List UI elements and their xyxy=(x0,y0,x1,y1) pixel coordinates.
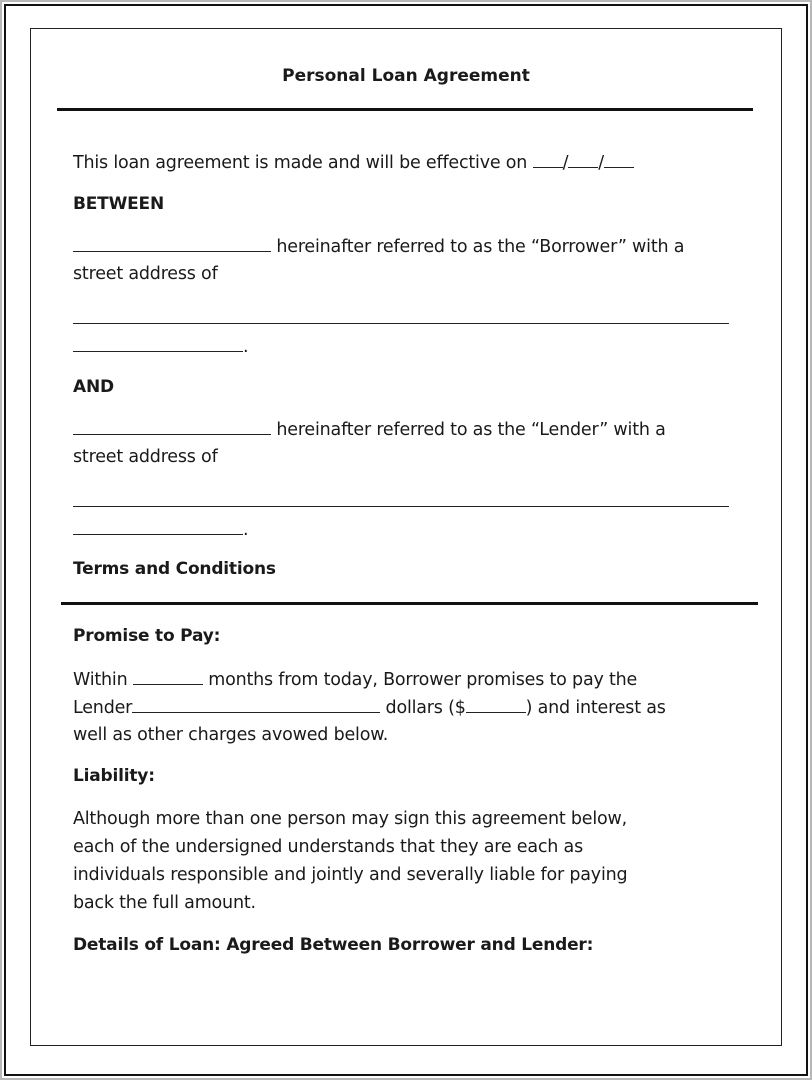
lender-line xyxy=(73,418,666,441)
liability-line: Although more than one person may sign this agreement below, xyxy=(73,809,627,829)
text: ) and interest as xyxy=(525,698,666,718)
details-heading: Details of Loan: Agreed Between Borrower and Lender: xyxy=(73,935,594,955)
months-blank[interactable] xyxy=(133,668,203,685)
period: . xyxy=(243,520,249,540)
date-year-blank[interactable] xyxy=(604,151,634,168)
borrower-text: hereinafter referred to as the “Borrower” with a xyxy=(271,237,685,257)
borrower-street-label: street address of xyxy=(73,264,218,284)
liability-line: back the full amount. xyxy=(73,893,256,913)
amount-number-blank[interactable] xyxy=(466,696,526,713)
lender-address-blank[interactable] xyxy=(73,490,729,507)
liability-line: each of the undersigned understands that they are each as xyxy=(73,837,583,857)
title-divider xyxy=(57,108,753,111)
liability-heading: Liability: xyxy=(73,766,155,786)
text: dollars ($ xyxy=(380,698,466,718)
lender-street-label: street address of xyxy=(73,447,218,467)
promise-line-1 xyxy=(73,668,637,691)
terms-divider xyxy=(61,602,758,605)
date-month-blank[interactable] xyxy=(533,151,563,168)
borrower-address-line-2 xyxy=(73,335,248,358)
terms-heading: Terms and Conditions xyxy=(73,559,276,579)
lender-address-line-2 xyxy=(73,518,248,541)
date-day-blank[interactable] xyxy=(568,151,598,168)
intro-line xyxy=(73,151,634,174)
text: months from today, Borrower promises to pay the xyxy=(202,670,638,690)
period: . xyxy=(243,337,249,357)
borrower-line xyxy=(73,235,684,258)
liability-line: individuals responsible and jointly and severally liable for paying xyxy=(73,865,628,885)
date-sep: / xyxy=(598,153,604,173)
borrower-address-blank-2[interactable] xyxy=(73,335,243,352)
between-heading: BETWEEN xyxy=(73,194,164,214)
document-title: Personal Loan Agreement xyxy=(282,66,530,86)
borrower-address-blank[interactable] xyxy=(73,307,729,324)
intro-text: This loan agreement is made and will be effective on xyxy=(73,153,533,173)
text: Lender xyxy=(73,698,133,718)
promise-line-2 xyxy=(73,696,666,719)
date-sep: / xyxy=(562,153,569,173)
text: Within xyxy=(73,670,133,690)
promise-heading: Promise to Pay: xyxy=(73,626,221,646)
promise-line-3: well as other charges avowed below. xyxy=(73,725,389,745)
amount-words-blank[interactable] xyxy=(132,696,380,713)
lender-name-blank[interactable] xyxy=(73,418,271,435)
lender-text: hereinafter referred to as the “Lender” with a xyxy=(271,420,666,440)
borrower-address-line xyxy=(73,307,729,330)
borrower-name-blank[interactable] xyxy=(73,235,271,252)
and-heading: AND xyxy=(73,377,114,397)
lender-address-line xyxy=(73,490,729,513)
lender-address-blank-2[interactable] xyxy=(73,518,243,535)
